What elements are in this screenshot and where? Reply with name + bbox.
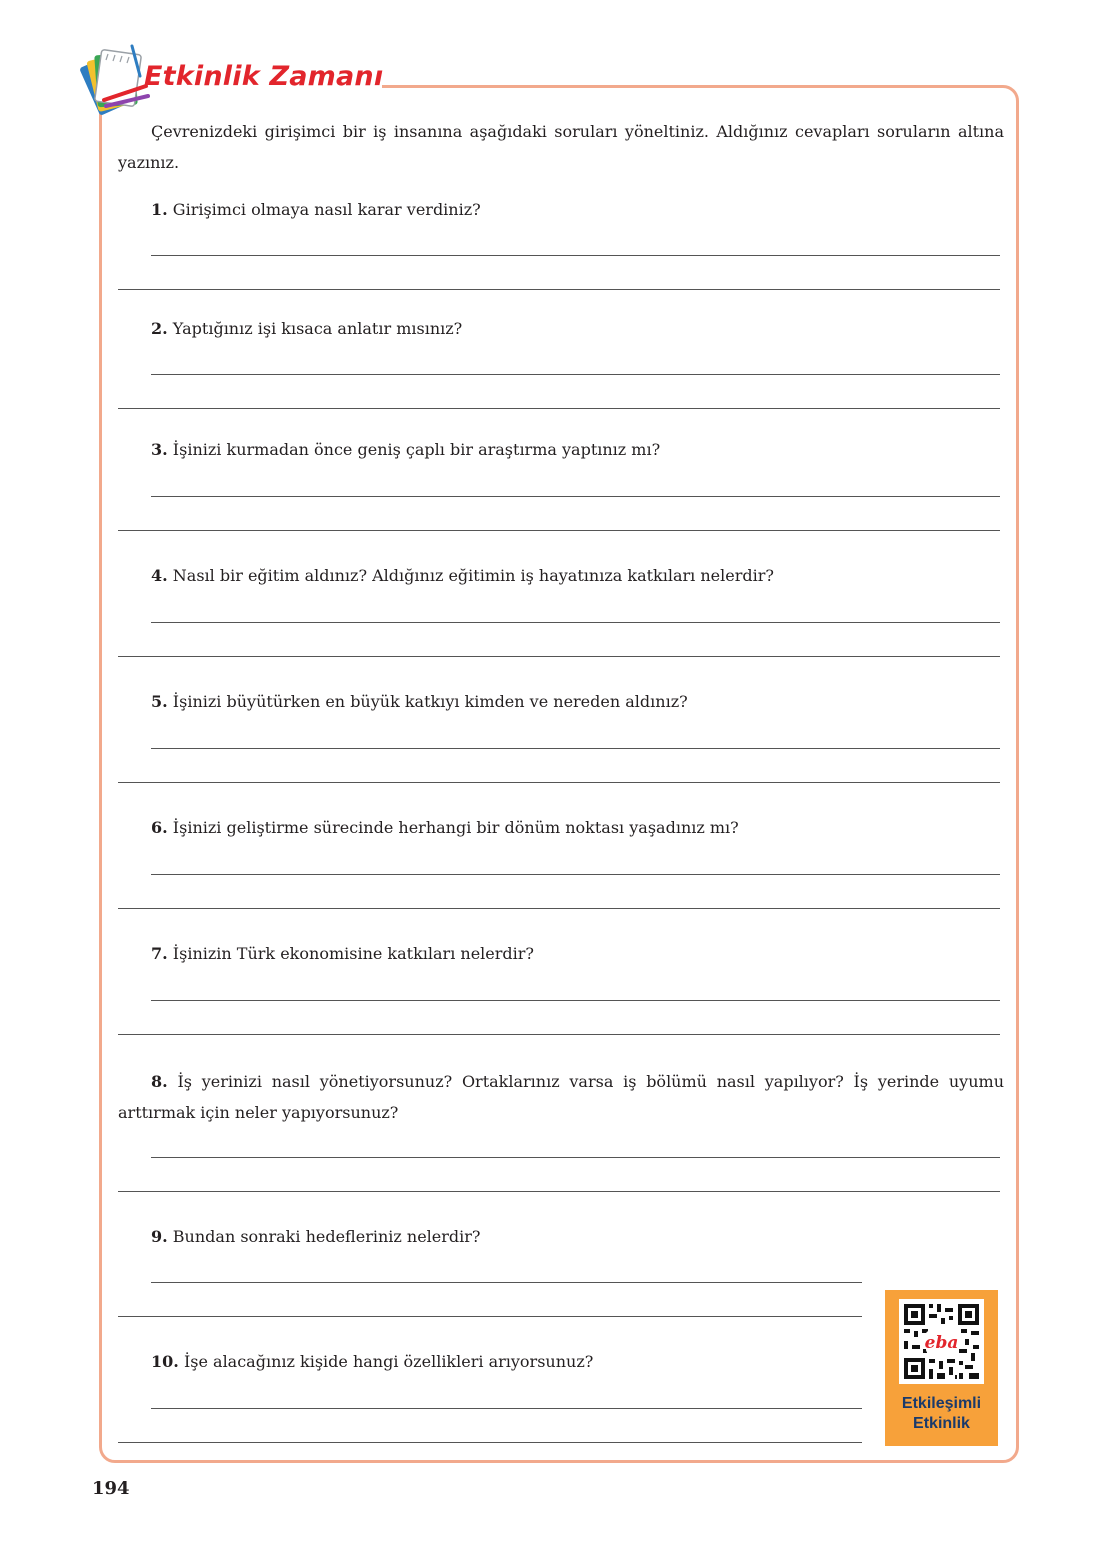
question-3 (118, 434, 1004, 465)
question-number: 3. (151, 440, 168, 459)
question-text: İşe alacağınız kişide hangi özellikleri arıyorsunuz? (183, 1352, 594, 1371)
question-number: 9. (151, 1227, 168, 1246)
question-text: Nasıl bir eğitim aldınız? Aldığınız eğitimin iş hayatınıza katkıları nelerdir? (172, 566, 774, 585)
answer-line[interactable] (118, 289, 1000, 290)
answer-line[interactable] (151, 1408, 862, 1409)
eba-brand: eba (924, 1333, 959, 1353)
interactive-activity-card[interactable] (885, 1290, 998, 1446)
answer-line[interactable] (151, 622, 1000, 623)
answer-line[interactable] (151, 255, 1000, 256)
answer-line[interactable] (118, 1442, 862, 1443)
answer-line[interactable] (118, 1191, 1000, 1192)
question-8 (118, 1066, 1004, 1128)
answer-line[interactable] (151, 496, 1000, 497)
answer-line[interactable] (118, 908, 1000, 909)
qr-label-line-2: Etkinlik (913, 1415, 970, 1432)
question-number: 5. (151, 692, 168, 711)
answer-line[interactable] (118, 1034, 1000, 1035)
question-7 (118, 938, 1004, 969)
question-6 (118, 812, 1004, 843)
answer-line[interactable] (151, 1282, 862, 1283)
question-text: İşinizi kurmadan önce geniş çaplı bir araştırma yaptınız mı? (172, 440, 661, 459)
question-number: 7. (151, 944, 168, 963)
intro-text: Çevrenizdeki girişimci bir iş insanına aşağıdaki soruları yöneltiniz. Aldığınız cevapları soruların altına yazınız. (118, 122, 1004, 172)
question-text: İşinizin Türk ekonomisine katkıları nelerdir? (172, 944, 534, 963)
answer-line[interactable] (151, 874, 1000, 875)
qr-label-line-1: Etkileşimli (901, 1395, 982, 1412)
question-4 (118, 560, 1004, 591)
qr-label[interactable] (885, 1394, 998, 1434)
answer-line[interactable] (151, 748, 1000, 749)
question-number: 10. (151, 1352, 179, 1371)
question-text: Girişimci olmaya nasıl karar verdiniz? (172, 200, 481, 219)
answer-line[interactable] (118, 1316, 862, 1317)
question-number: 8. (151, 1072, 168, 1091)
page-number: 194 (92, 1478, 130, 1499)
qr-code-frame[interactable] (899, 1299, 984, 1384)
question-5 (118, 686, 1004, 717)
question-number: 4. (151, 566, 168, 585)
question-number: 6. (151, 818, 168, 837)
answer-line[interactable] (118, 408, 1000, 409)
question-text: İşinizi geliştirme sürecinde herhangi bir dönüm noktası yaşadınız mı? (172, 818, 739, 837)
answer-line[interactable] (118, 530, 1000, 531)
answer-line[interactable] (118, 656, 1000, 657)
answer-line[interactable] (151, 1157, 1000, 1158)
activity-title: Etkinlik Zamanı (144, 61, 384, 92)
question-2 (118, 313, 1004, 344)
qr-code-icon[interactable] (899, 1299, 984, 1384)
answer-line[interactable] (151, 1000, 1000, 1001)
answer-line[interactable] (118, 782, 1000, 783)
question-number: 1. (151, 200, 168, 219)
question-text: Yaptığınız işi kısaca anlatır mısınız? (172, 319, 463, 338)
question-10 (118, 1346, 858, 1377)
answer-line[interactable] (151, 374, 1000, 375)
question-text: İş yerinizi nasıl yönetiyorsunuz? Ortaklarınız varsa iş bölümü nasıl yapılıyor? İş yerinde uyumu arttırmak için neler yapıyorsunuz? (118, 1072, 1004, 1122)
question-text: Bundan sonraki hedefleriniz nelerdir? (172, 1227, 481, 1246)
question-number: 2. (151, 319, 168, 338)
activity-frame (99, 85, 1019, 1463)
question-9 (118, 1221, 1004, 1252)
question-1 (118, 194, 1004, 225)
question-text: İşinizi büyütürken en büyük katkıyı kimden ve nereden aldınız? (172, 692, 688, 711)
